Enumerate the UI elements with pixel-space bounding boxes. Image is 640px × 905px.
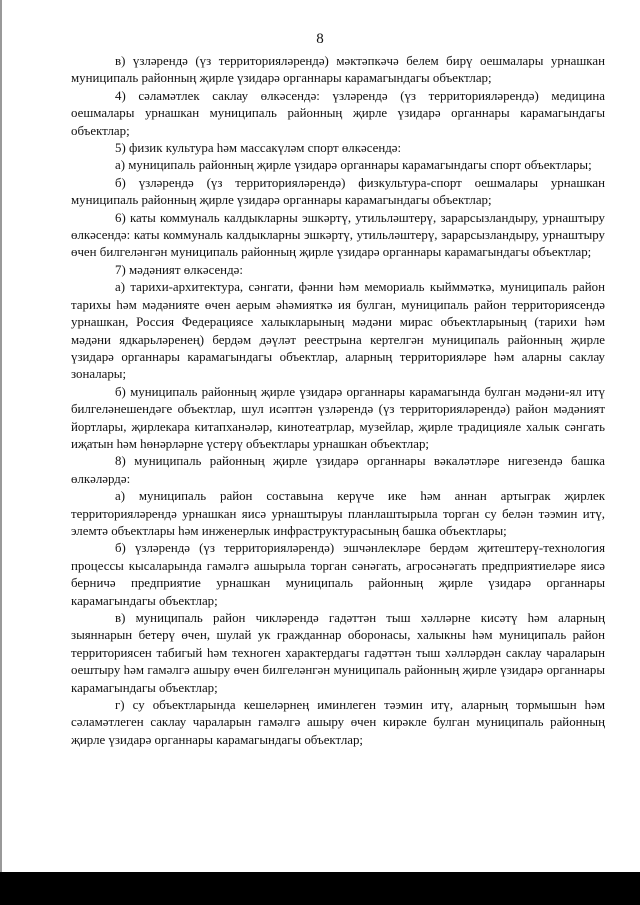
paragraph-5-sport-heading: 5) физик культура һәм массакүләм спорт өлкәсендә: (115, 141, 402, 156)
paragraph-5b-sport-organizations: б) үзләрендә (үз территорияләрендә) физкультура-спорт оешмалары урнашкан муниципаль районның җирле үзидарә органнары карамагындагы объектлар; (71, 175, 605, 208)
paragraph-8b-industry: б) үзләрендә (үз территорияләрендә) эшчәнлекләре бердәм җитештерү-технология процессы кысаларында гамәлгә ашырыла торган сәнәгать, агросәнәгать предприятиеләре яисә берничә предприятие урнашкан муниципаль районның җирле үзидарә органнары карамагындагы объектлар; (71, 541, 605, 608)
paragraph-7-culture-heading: 7) мәдәният өлкәсендә: (115, 262, 243, 277)
paragraph-3v-preschool: в) үзләрендә (үз территорияләрендә) мәктәпкәчә белем бирү оешмалары урнашкан муниципаль районның җирле үзидарә органнары карамагындагы объектлар; (71, 54, 605, 86)
paragraph-8v-emergency: в) муниципаль район чикләрендә гадәттән тыш хәлләрне кисәтү һәм аларның зыяннарын бетерү өчен, шулай ук гражданнар оборонасы, халыкны һәм муниципаль район территориясен табигый һәм техноген характердагы гадәттән тыш хәлләрдән саклау чараларын оештыру һәм гамәлгә ашыру өчен билгеләнгән муниципаль районның җирле үзидарә органнары карамагындагы объектлар; (71, 611, 605, 695)
paragraph-4-healthcare: 4) сәламәтлек саклау өлкәсендә: үзләрендә (үз территорияләрендә) медицина оешмалары урнашкан муниципаль районның җирле үзидарә органнары карамагындагы объектлар; (71, 88, 605, 138)
paragraph-7a-heritage: а) тарихи-архитектура, сәнгати, фәнни һәм мемориаль кыйммәткә, муниципаль район тарихы һәм мәдәнияте өчен аерым әһәмияткә ия булган, муниципаль район территориясендә урнашкан, Россия Федерациясе халыкларының мәдәни мирас объектларының (тарихи һәм мәдәни ядкарьләренең) бердәм дәүләт реестрына кертелгән муниципаль районның җирле үзидарә органнары карамагындагы объектлар, аларның территорияләре һәм аларны саклау зоналары; (71, 280, 605, 382)
document-body (71, 53, 605, 749)
paragraph-8a-infrastructure: а) муниципаль район составына керүче ике һәм аннан артыграк җирлек территорияләрендә урнашкан яисә урнаштыруы планлаштырыла торган су белән тәэмин итү, элемтә объектлары һәм инженерлык инфраструктурасының башка объектлары; (71, 489, 605, 538)
paragraph-8-other-heading: 8) муниципаль районның җирле үзидарә органнары вәкаләтләре нигезендә башка өлкәләрдә: (71, 454, 605, 486)
paragraph-8g-water-safety: г) су объектларында кешеләрнең иминлеген тәэмин итү, аларның тормышын һәм сәламәтлеген саклау чараларын гамәлгә ашыру өчен кирәкле булган муниципаль районның җирле үзидарә органнары карамагындагы объектлар; (71, 698, 605, 747)
scan-left-edge (0, 0, 2, 872)
paragraph-6-waste: 6) каты коммуналь калдыкларны эшкәртү, утильләштерү, зарарсызландыру, урнаштыру өлкәсендә: каты коммуналь калдыкларны эшкәртү, утильләштерү, зарарсызландыру, урнаштыру өчен билгеләнгән муниципаль районның җирле үзидарә органнары карамагындагы объектлар; (71, 210, 605, 260)
paragraph-5a-sport-objects: а) муниципаль районның җирле үзидарә органнары карамагындагы спорт объектлары; (115, 158, 592, 173)
paragraph-7b-leisure: б) муниципаль районның җирле үзидарә органнары карамагында булган мәдәни-ял итү билгеләнешендәге объектлар, шул исәптән үзләрендә (үз территорияләрендә) район мәдәният йортлары, җирлекара китапханәләр, кинотеатрлар, музейлар, җирле традицияле халык сәнгать иҗатын һәм һөнәрләрне үстерү объектлары урнашкан объектлар; (71, 384, 605, 451)
page-number: 8 (316, 31, 324, 47)
scan-bottom-bar (0, 872, 640, 905)
